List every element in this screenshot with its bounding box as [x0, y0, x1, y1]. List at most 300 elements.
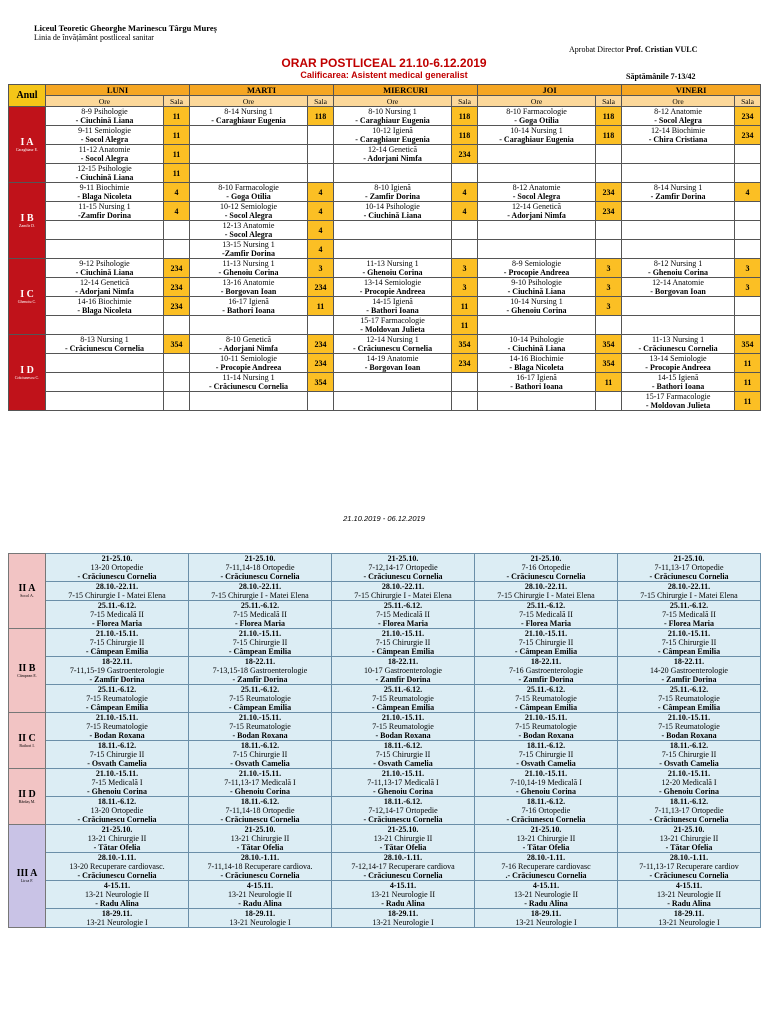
class-cell [190, 278, 308, 297]
class-cell [622, 373, 735, 392]
period-dates: 25.11.-6.12. [383, 685, 423, 694]
period-dates: 21.10.-15.11. [95, 713, 139, 722]
period-dates: 21.10.-15.11. [238, 713, 282, 722]
school-line: Linia de învățământ postliceal sanitar [34, 33, 154, 42]
table-row [9, 392, 761, 411]
weeks-label: Săptămânile 7-13/42 [626, 72, 696, 81]
practice-entry [332, 852, 474, 880]
room-cell [596, 221, 622, 240]
class-subject: 15-17 Farmacologie [360, 316, 425, 325]
class-cell [46, 278, 164, 297]
class-cell [46, 183, 164, 202]
practice-cell [618, 554, 761, 629]
room-cell: 234 [164, 259, 190, 278]
period-dates: 28.10.-1.11. [240, 853, 280, 862]
practice-teacher: - Crăciunescu Cornelia [649, 572, 729, 581]
class-cell [478, 392, 596, 411]
practice-entry [46, 629, 188, 656]
class-teacher: -Zamfir Dorina [78, 211, 131, 220]
qualification: Calificarea: Asistent medical generalist [300, 70, 468, 80]
practice-cell [189, 713, 332, 769]
period-dates: 28.10.-22.11. [95, 582, 139, 591]
room-cell: 118 [308, 107, 334, 126]
practice-subject: 7-15 Chirurgie I - Matei Elena [211, 591, 309, 600]
practice-teacher: - Tătar Ofelia [93, 843, 141, 852]
class-subject: 14-19 Anatomie [366, 354, 419, 363]
class-teacher: -Zamfir Dorina [222, 249, 275, 258]
room-cell [164, 354, 190, 373]
period-dates: 4-15.11. [532, 881, 560, 890]
sala-header: Sala [735, 96, 761, 107]
practice-subject: 7-11,14-18 Ortopedie [225, 563, 295, 572]
practice-cell [475, 629, 618, 713]
practice-cell [46, 769, 189, 825]
class-cell [46, 373, 164, 392]
room-cell [596, 240, 622, 259]
practice-cell [46, 825, 189, 928]
class-teacher: - Socol Alegra [224, 211, 273, 220]
period-dates: 18.11.-6.12. [526, 797, 566, 806]
group-name: II B [18, 662, 36, 674]
class-cell [190, 373, 308, 392]
class-subject: 11-13 Nursing 1 [651, 335, 705, 344]
table-row [9, 221, 761, 240]
class-cell [190, 164, 308, 183]
class-teacher: - Socol Alegra [80, 135, 129, 144]
class-subject: 8-10 Igienă [374, 183, 411, 192]
approved-label: Aprobat Director [569, 45, 624, 54]
practice-entry [475, 554, 617, 581]
group-name: II D [18, 788, 36, 800]
class-teacher: - Borgovan Ioan [364, 363, 421, 372]
class-subject: 11-13 Nursing 1 [222, 259, 275, 268]
practice-teacher: - Florea Maria [377, 619, 429, 628]
group-label [9, 335, 46, 411]
class-subject: 11-15 Nursing 1 [78, 202, 131, 211]
room-cell: 4 [164, 202, 190, 221]
practice-subject: 7-15 Medicală II [519, 610, 573, 619]
room-cell [735, 316, 761, 335]
class-cell [478, 183, 596, 202]
practice-entry [46, 554, 188, 581]
practice-entry [475, 796, 617, 824]
practice-entry [332, 769, 474, 796]
practice-teacher: - Radu Alina [524, 899, 568, 908]
school-name: Liceul Teoretic Gheorghe Marinescu Târgu Mureș [34, 23, 217, 33]
sala-header: Sala [164, 96, 190, 107]
practice-entry [46, 796, 188, 824]
practice-teacher: - Zamfir Dorina [89, 675, 145, 684]
practice-entry [332, 600, 474, 628]
room-cell [452, 392, 478, 411]
class-subject: 10-14 Psihologie [509, 335, 564, 344]
practice-entry [189, 796, 331, 824]
class-cell [478, 240, 596, 259]
practice-subject: 13-21 Neurologie II [514, 890, 578, 899]
class-subject: 8-10 Farmacologie [218, 183, 279, 192]
practice-teacher: - Ghenoiu Corina [86, 787, 147, 796]
class-subject: 13-14 Semiologie [649, 354, 707, 363]
room-cell [308, 164, 334, 183]
class-teacher: - Bathori Ioana [366, 306, 419, 315]
class-cell [622, 107, 735, 126]
practice-teacher: - Crăciunescu Cornelia [77, 871, 157, 880]
practice-entry [46, 656, 188, 684]
practice-teacher: - Crăciunescu Cornelia [649, 815, 729, 824]
period-dates: 4-15.11. [103, 881, 131, 890]
class-subject: 10-12 Semiologie [219, 202, 278, 211]
class-cell [622, 164, 735, 183]
room-cell: 354 [596, 354, 622, 373]
practice-teacher: - Bodan Roxana [518, 731, 574, 740]
practice-subject: 13-21 Chirurgie II [230, 834, 290, 843]
practice-teacher: - Câmpean Emilia [514, 703, 578, 712]
period-dates: 28.10.-1.11. [526, 853, 566, 862]
practice-cell [189, 825, 332, 928]
room-cell: 4 [308, 221, 334, 240]
room-cell: 3 [452, 259, 478, 278]
class-teacher: - Adorjani Nimfa [75, 287, 134, 296]
practice-cell [46, 554, 189, 629]
practice-teacher: - Câmpean Emilia [85, 703, 149, 712]
class-cell [622, 202, 735, 221]
practice-entry [332, 554, 474, 581]
practice-teacher: - Crăciunescu Cornelia [77, 572, 157, 581]
practice-cell [46, 713, 189, 769]
room-cell: 4 [452, 202, 478, 221]
class-teacher: - Ciuchină Liana [363, 211, 422, 220]
class-cell [334, 183, 452, 202]
practice-subject: 7-11,13-17 Ortopedie [654, 563, 724, 572]
practice-teacher: - Tătar Ofelia [379, 843, 427, 852]
practice-teacher: - Florea Maria [234, 619, 286, 628]
class-subject: 13-15 Nursing 1 [222, 240, 275, 249]
period-dates: 21.10.-15.11. [524, 713, 568, 722]
practice-entry [332, 880, 474, 908]
room-cell: 234 [452, 354, 478, 373]
room-cell [308, 126, 334, 145]
class-subject: 8-9 Semiologie [511, 259, 562, 268]
practice-cell [332, 713, 475, 769]
period-dates: 21.10.-15.11. [381, 629, 425, 638]
period-dates: 4-15.11. [246, 881, 274, 890]
practice-entry [46, 740, 188, 768]
practice-cell [475, 554, 618, 629]
practice-teacher: - Radu Alina [667, 899, 711, 908]
practice-subject: 7-15 Chirurgie II [518, 638, 574, 647]
class-teacher: - Crăciunescu Cornelia [208, 382, 289, 391]
room-cell: 234 [308, 278, 334, 297]
class-subject: 12-14 Anatomie [652, 278, 704, 287]
class-teacher: - Blaga Nicoleta [509, 363, 564, 372]
practice-subject: 7-15 Chirurgie I - Matei Elena [68, 591, 166, 600]
practice-entry [332, 629, 474, 656]
ore-header: Ore [46, 96, 164, 107]
practice-entry [46, 880, 188, 908]
table-row [9, 107, 761, 126]
practice-entry [475, 684, 617, 712]
practice-teacher: - Bodan Roxana [375, 731, 431, 740]
table-row [9, 278, 761, 297]
class-teacher: - Ciuchină Liana [507, 344, 566, 353]
practice-teacher: - Crăciunescu Cornelia [363, 815, 443, 824]
class-teacher: - Ciuchină Liana [75, 268, 134, 277]
room-cell: 4 [735, 183, 761, 202]
class-teacher: - Caraghiaur Eugenia [355, 116, 430, 125]
practice-cell [475, 713, 618, 769]
class-teacher: - Goga Otilia [226, 192, 271, 201]
class-cell [46, 392, 164, 411]
group-label [9, 769, 46, 825]
practice-teacher: - Florea Maria [663, 619, 715, 628]
practice-subject: 7-12,14-17 Recuperare cardiova [351, 862, 455, 871]
practice-entry [475, 825, 617, 852]
room-cell: 11 [308, 297, 334, 316]
practice-teacher: - Bodan Roxana [661, 731, 717, 740]
room-cell: 234 [596, 183, 622, 202]
class-subject: 14-15 Igienă [372, 297, 413, 306]
room-cell [164, 240, 190, 259]
practice-teacher: - Câmpean Emilia [85, 647, 149, 656]
practice-teacher: - Radu Alina [381, 899, 425, 908]
table-row [9, 825, 761, 928]
practice-subject: 7-15 Chirurgie II [518, 750, 574, 759]
practice-entry [189, 581, 331, 600]
practice-subject: 7-15 Chirurgie I - Matei Elena [497, 591, 595, 600]
class-subject: 12-15 Psihologie [77, 164, 132, 173]
room-cell [308, 316, 334, 335]
practice-entry [618, 825, 760, 852]
practice-subject: 7-15 Reumatologie [86, 694, 148, 703]
practice-entry [332, 713, 474, 740]
class-cell [478, 221, 596, 240]
class-teacher: - Goga Otilia [514, 116, 559, 125]
class-teacher: - Socol Alegra [654, 116, 702, 125]
class-teacher: - Procopie Andreea [645, 363, 711, 372]
period-dates: 21.10.-15.11. [238, 769, 282, 778]
period-dates: 18-22.11. [387, 657, 419, 666]
day-header: MIERCURI [334, 85, 478, 96]
practice-subject: 7-15 Reumatologie [658, 694, 720, 703]
period-dates: 18.11.-6.12. [97, 797, 137, 806]
class-subject: 8-13 Nursing 1 [80, 335, 129, 344]
practice-subject: 7-15 Chirurgie II [232, 750, 288, 759]
room-cell [452, 373, 478, 392]
period-dates: 28.10.-22.11. [667, 582, 711, 591]
class-teacher: - Caraghiaur Eugenia [499, 135, 574, 144]
practice-teacher: - Ghenoiu Corina [372, 787, 433, 796]
class-teacher: - Crăciunescu Cornelia [64, 344, 145, 353]
practice-subject: 7-15 Reumatologie [515, 722, 577, 731]
practice-cell [189, 554, 332, 629]
group-tutor: Bârdaș M. [18, 798, 36, 804]
class-teacher: - Ciuchină Liana [507, 287, 566, 296]
room-cell: 234 [596, 202, 622, 221]
period-dates: 21.10.-15.11. [381, 769, 425, 778]
class-cell [190, 183, 308, 202]
class-subject: 14-15 Igienă [657, 373, 699, 382]
practice-subject: 7-11,14-18 Ortopedie [225, 806, 295, 815]
room-cell: 11 [596, 373, 622, 392]
room-cell [596, 145, 622, 164]
room-cell: 4 [452, 183, 478, 202]
practice-subject: 7-15 Chirurgie II [375, 638, 431, 647]
practice-subject: 7-15 Reumatologie [372, 694, 434, 703]
class-cell [46, 259, 164, 278]
practice-entry [189, 684, 331, 712]
group-label [9, 713, 46, 769]
class-cell [46, 335, 164, 354]
room-cell: 3 [452, 278, 478, 297]
practice-subject: 7-15 Reumatologie [229, 722, 291, 731]
period-dates: 18.11.-6.12. [240, 741, 280, 750]
practice-teacher: - Crăciunescu Cornelia [506, 815, 586, 824]
period-dates: 25.11.-6.12. [383, 601, 423, 610]
class-subject: 8-10 Farmacologie [506, 107, 567, 116]
room-cell [735, 297, 761, 316]
practice-subject: 7-11,13-17 Ortopedie [654, 806, 724, 815]
room-cell: 3 [308, 259, 334, 278]
group-tutor: Socol A. [20, 593, 34, 598]
practice-entry [475, 581, 617, 600]
practice-subject: 7-15 Reumatologie [86, 722, 148, 731]
practice-subject: 13-21 Neurologie I [229, 918, 291, 927]
room-cell [735, 202, 761, 221]
practice-subject: 7-15 Medicală II [376, 610, 430, 619]
class-cell [190, 316, 308, 335]
practice-teacher: - Zamfir Dorina [375, 675, 431, 684]
group-tutor: Crăciunescu C. [14, 374, 40, 380]
period-dates: 21-25.10. [673, 554, 705, 563]
practice-cell [332, 554, 475, 629]
table-row [9, 373, 761, 392]
class-subject: 8-12 Anatomie [512, 183, 561, 192]
ore-header: Ore [190, 96, 308, 107]
practice-entry [46, 825, 188, 852]
class-subject: 9-11 Semiologie [78, 126, 131, 135]
practice-teacher: - Câmpean Emilia [371, 703, 435, 712]
period-dates: 18.11.-6.12. [97, 741, 137, 750]
class-cell [46, 107, 164, 126]
class-cell [334, 373, 452, 392]
class-teacher: - Bathori Ioana [510, 382, 563, 391]
class-teacher: - Socol Alegra [80, 154, 129, 163]
practice-entry [618, 852, 760, 880]
practice-teacher: - Osvath Camelia [230, 759, 290, 768]
period-dates: 21-25.10. [387, 825, 419, 834]
room-cell: 11 [452, 297, 478, 316]
practice-entry [618, 908, 760, 927]
practice-subject: 7-15 Reumatologie [372, 722, 434, 731]
practice-entry [618, 769, 760, 796]
practice-entry [46, 852, 188, 880]
period-dates: 25.11.-6.12. [526, 601, 566, 610]
practice-entry [618, 554, 760, 581]
class-subject: 8-12 Anatomie [654, 107, 702, 116]
practice-entry [618, 880, 760, 908]
table-row [9, 183, 761, 202]
period-dates: 21-25.10. [530, 554, 562, 563]
practice-cell [618, 713, 761, 769]
room-cell: 234 [308, 335, 334, 354]
class-teacher: - Adorjani Nimfa [363, 154, 422, 163]
period-dates: 18-22.11. [101, 657, 133, 666]
group-name: I B [20, 212, 34, 224]
class-cell [478, 297, 596, 316]
class-cell [46, 164, 164, 183]
class-teacher: - Blaga Nicoleta [77, 192, 132, 201]
day-header: MARTI [190, 85, 334, 96]
practice-teacher: - Crăciunescu Cornelia [220, 871, 300, 880]
period-dates: 21.10.-15.11. [524, 769, 568, 778]
class-cell [622, 240, 735, 259]
class-teacher: - Zamfir Dorina [365, 192, 421, 201]
period-dates: 18.11.-6.12. [383, 741, 423, 750]
practice-cell [332, 825, 475, 928]
class-cell [334, 164, 452, 183]
class-subject: 8-14 Nursing 1 [653, 183, 703, 192]
practice-teacher: - Tătar Ofelia [665, 843, 713, 852]
ore-header: Ore [478, 96, 596, 107]
practice-entry [475, 713, 617, 740]
period-dates: 25.11.-6.12. [526, 685, 566, 694]
practice-teacher: - Bodan Roxana [232, 731, 288, 740]
group-tutor: Ghenoiu C. [17, 298, 37, 304]
class-cell [46, 354, 164, 373]
room-cell: 354 [452, 335, 478, 354]
room-cell: 118 [596, 126, 622, 145]
period-dates: 18-22.11. [530, 657, 562, 666]
period-dates: 25.11.-6.12. [97, 601, 137, 610]
practice-cell [475, 769, 618, 825]
room-cell: 11 [735, 392, 761, 411]
practice-entry [475, 656, 617, 684]
room-cell: 354 [735, 335, 761, 354]
practice-teacher: - Ghenoiu Corina [658, 787, 719, 796]
period-dates: 18-22.11. [673, 657, 705, 666]
room-cell [164, 316, 190, 335]
room-cell [308, 145, 334, 164]
class-teacher: - Bathori Ioana [651, 382, 705, 391]
practice-subject: 7-11,15-19 Gastroenterologie [69, 666, 165, 675]
period-dates: 28.10.-1.11. [669, 853, 709, 862]
practice-entry [618, 740, 760, 768]
group-tutor: Bathori I. [19, 742, 35, 748]
class-cell [334, 107, 452, 126]
class-teacher: - Adorjani Nimfa [219, 344, 278, 353]
practice-entry [46, 581, 188, 600]
period-dates: 21.10.-15.11. [667, 629, 711, 638]
room-cell: 234 [735, 107, 761, 126]
practice-subject: 7-15 Chirurgie II [89, 638, 145, 647]
practice-subject: 7-15 Medicală I [91, 778, 143, 787]
period-dates: 4-15.11. [675, 881, 703, 890]
room-cell: 234 [164, 278, 190, 297]
period-dates: 21-25.10. [244, 825, 276, 834]
practice-subject: 7-10,14-19 Medicală I [510, 778, 582, 787]
group-label [9, 183, 46, 259]
room-cell: 3 [735, 259, 761, 278]
practice-subject: 13-20 Recuperare cardiovasc. [69, 862, 165, 871]
class-teacher: - Socol Alegra [512, 192, 561, 201]
practice-entry [189, 554, 331, 581]
practice-entry [332, 656, 474, 684]
period-dates: 18.11.-6.12. [669, 741, 709, 750]
class-cell [622, 335, 735, 354]
page-title: ORAR POSTLICEAL 21.10-6.12.2019 [281, 56, 487, 70]
class-cell [622, 221, 735, 240]
practice-teacher: - Câmpean Emilia [228, 647, 292, 656]
